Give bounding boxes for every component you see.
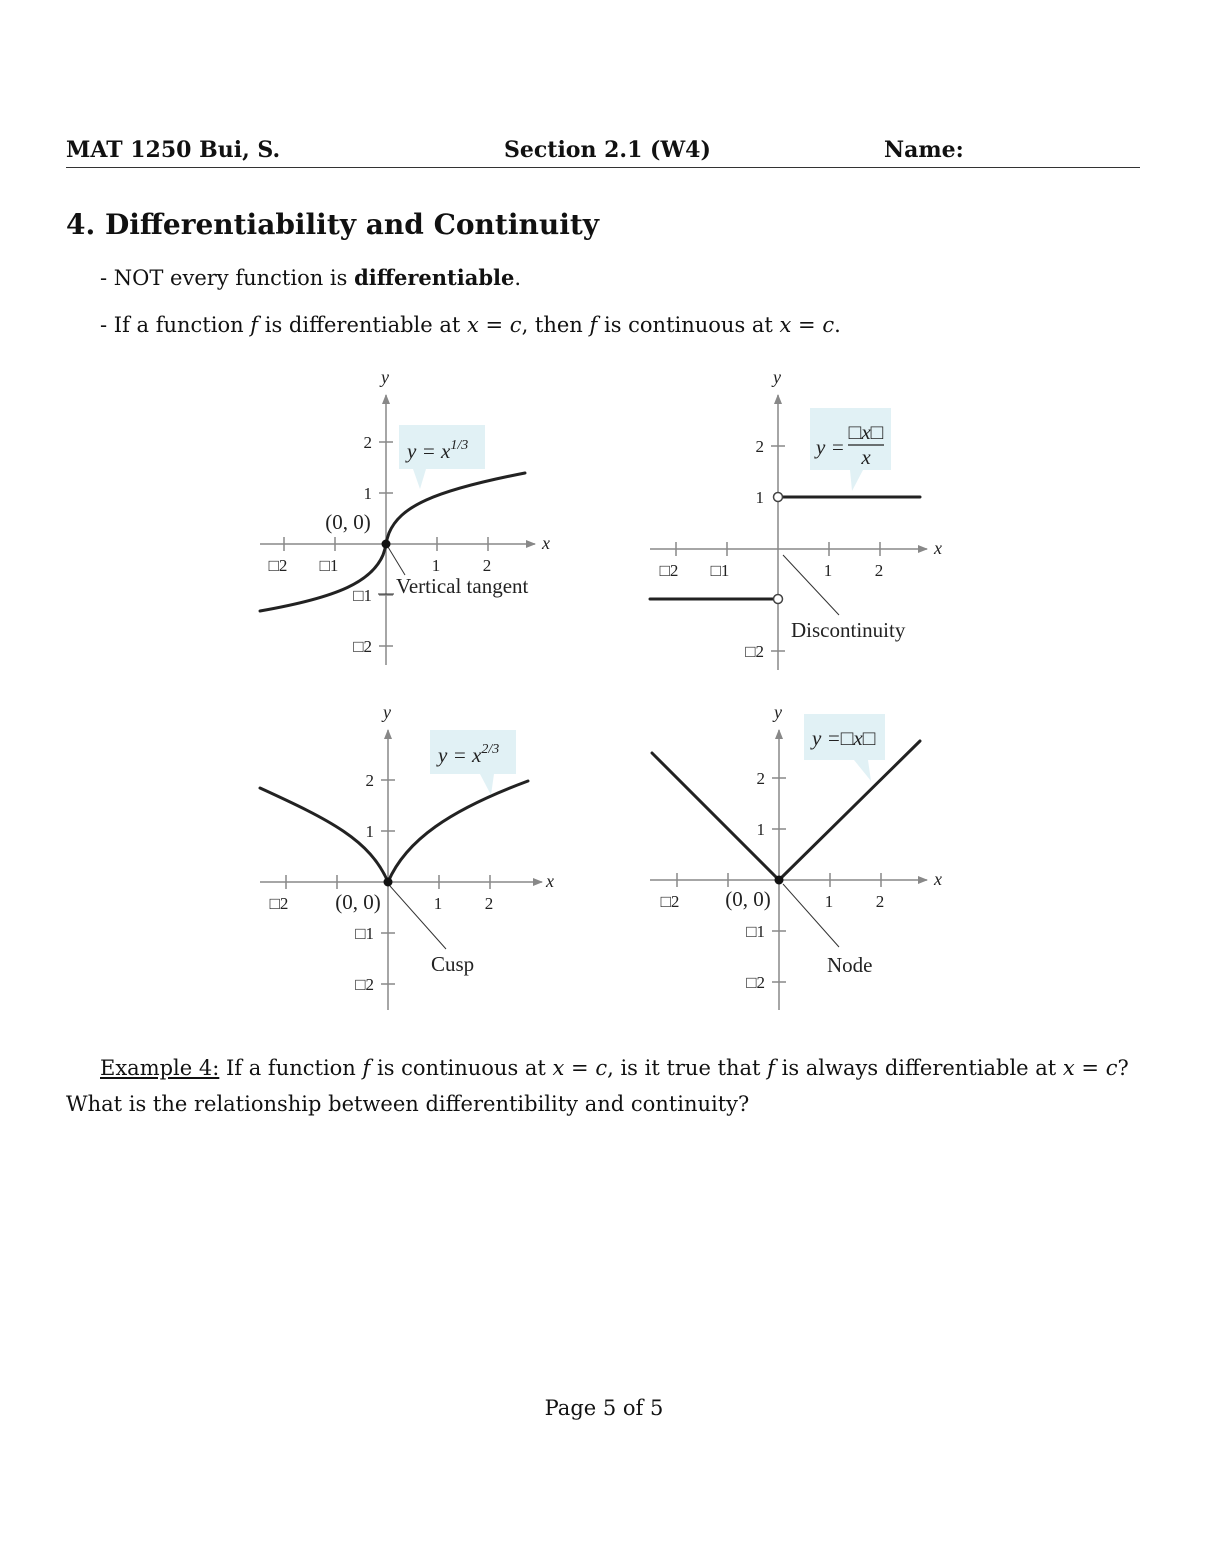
g2-tick-label-x-2: 2 [874, 561, 884, 580]
graph-cusp [260, 702, 554, 1010]
bullet-2-eq-1: x = c [467, 313, 522, 337]
g2-equation-pointer [850, 470, 863, 491]
g3-y-label: y [383, 702, 391, 722]
g4-curve [652, 741, 920, 880]
g3-tick-label-y-2: 2 [365, 771, 374, 790]
g2-tick-label-y-2: 2 [755, 437, 764, 456]
g2-equation-lhs: y = [816, 435, 845, 459]
figure-svg [250, 365, 950, 1015]
g4-tick-label-y-1: 1 [756, 820, 765, 839]
g1-y-label: y [381, 367, 389, 387]
g4-x-label: x [934, 869, 942, 889]
bullet-2-part-4: is continuous at [597, 313, 780, 337]
example-text-4: is always differentiable at [774, 1056, 1063, 1080]
g1-equation-pointer [413, 469, 426, 489]
bullet-not-every-function [100, 265, 521, 290]
g3-origin-point [384, 878, 393, 887]
bullet-differentiable-implies-continuous [100, 313, 841, 337]
bullet-2-part-1: - If a function [100, 313, 251, 337]
example-text-3: , is it true that [607, 1056, 768, 1080]
g4-tick-label-y-2: 2 [756, 769, 765, 788]
graph-node [650, 702, 942, 1010]
g4-tick-label-x-neg2: □2 [660, 892, 680, 911]
bullet-1-suffix: . [514, 266, 522, 290]
bullet-2-part-2: is differentiable at [258, 313, 467, 337]
g2-tick-label-x-neg1: □1 [710, 561, 730, 580]
g3-equation: $y = x^{2/3}$ [438, 742, 500, 767]
g4-callout-label: Node [827, 953, 873, 977]
g4-equation-pointer [854, 760, 871, 781]
g4-tick-label-x-2: 2 [875, 892, 885, 911]
g1-tick-label-x-neg2: □2 [268, 556, 288, 575]
page-footer: Page 5 of 5 [544, 1396, 664, 1420]
g3-tick-label-x-neg2: □2 [269, 894, 289, 913]
g3-tick-label-y-neg2: □2 [355, 975, 374, 994]
g1-tick-label-y-neg2: □2 [353, 637, 372, 656]
g2-tick-label-y-neg2: □2 [745, 642, 764, 661]
g2-x-label: x [934, 538, 942, 558]
g2-equation-denominator: x [861, 445, 871, 469]
g4-origin-label: (0, 0) [725, 887, 771, 911]
g3-equation-pointer [480, 774, 494, 795]
course-label: MAT 1250 Bui, S. [66, 137, 281, 163]
name-label: Name: [884, 137, 964, 163]
g1-tick-label-y-1: 1 [363, 484, 372, 503]
g1-callout-leader [388, 547, 405, 575]
figure-grid [250, 365, 950, 1015]
g3-origin-label: (0, 0) [335, 890, 381, 914]
section-title: 4. Differentiability and Continuity [66, 208, 600, 241]
g2-equation-numerator: □x□ [848, 420, 884, 444]
bullet-2-part-3: , then [521, 313, 590, 337]
g1-x-label: x [542, 533, 550, 553]
g4-equation: y =□x□ [812, 726, 876, 750]
g2-tick-label-x-neg2: □2 [659, 561, 679, 580]
g4-tick-label-y-neg1: □1 [746, 922, 765, 941]
g2-y-label: y [773, 367, 781, 387]
g4-y-label: y [774, 702, 782, 722]
g2-tick-label-x-1: 1 [823, 561, 833, 580]
bullet-1-bold: differentiable [354, 265, 515, 290]
example-f-1: f [362, 1056, 371, 1080]
g3-tick-label-y-neg1: □1 [355, 924, 374, 943]
g2-tick-label-y-1: 1 [755, 488, 764, 507]
graph-sign-function [650, 367, 942, 670]
g1-tick-label-x-neg1: □1 [319, 556, 339, 575]
g2-open-point-upper [774, 493, 783, 502]
section-label: Section 2.1 (W4) [504, 137, 711, 163]
example-4 [66, 1050, 1140, 1122]
g3-callout-label: Cusp [431, 952, 475, 976]
g4-tick-label-y-neg2: □2 [746, 973, 765, 992]
g2-callout-label: Discontinuity [791, 618, 906, 642]
example-text-2: is continuous at [370, 1056, 553, 1080]
g4-origin-point [775, 876, 784, 885]
g1-tick-label-y-neg1: □1 [353, 586, 372, 605]
bullet-2-part-5: . [834, 313, 841, 337]
g1-equation: $y = x^{1/3}$ [407, 438, 469, 463]
g1-tick-label-y-2: 2 [363, 433, 372, 452]
g1-tick-label-x-1: 1 [431, 556, 441, 575]
page-header [66, 135, 1140, 168]
bullet-2-f-2: f [589, 313, 598, 337]
g1-tick-label-x-2: 2 [482, 556, 492, 575]
g1-callout-label: Vertical tangent [396, 574, 529, 598]
example-eq-2: x = c [1062, 1056, 1118, 1080]
example-text-5: ? What is the relationship between differentibility and continuity? [66, 1056, 1129, 1116]
g4-tick-label-x-1: 1 [824, 892, 834, 911]
example-label: Example 4: [100, 1056, 220, 1080]
g3-tick-label-y-1: 1 [365, 822, 374, 841]
example-f-2: f [767, 1056, 775, 1080]
g3-tick-label-x-2: 2 [484, 894, 494, 913]
g1-origin-point [382, 540, 391, 549]
bullet-2-f-1: f [250, 313, 259, 337]
g3-x-label: x [546, 871, 554, 891]
graph-cube-root [260, 367, 550, 665]
example-eq-1: x = c [552, 1056, 608, 1080]
bullet-2-eq-2: x = c [779, 313, 835, 337]
g2-open-point-lower [774, 595, 783, 604]
g3-tick-label-x-1: 1 [433, 894, 443, 913]
bullet-1-prefix: - NOT every function is [100, 266, 355, 290]
g1-origin-label: (0, 0) [325, 510, 371, 534]
example-text-1: If a function [219, 1056, 363, 1080]
